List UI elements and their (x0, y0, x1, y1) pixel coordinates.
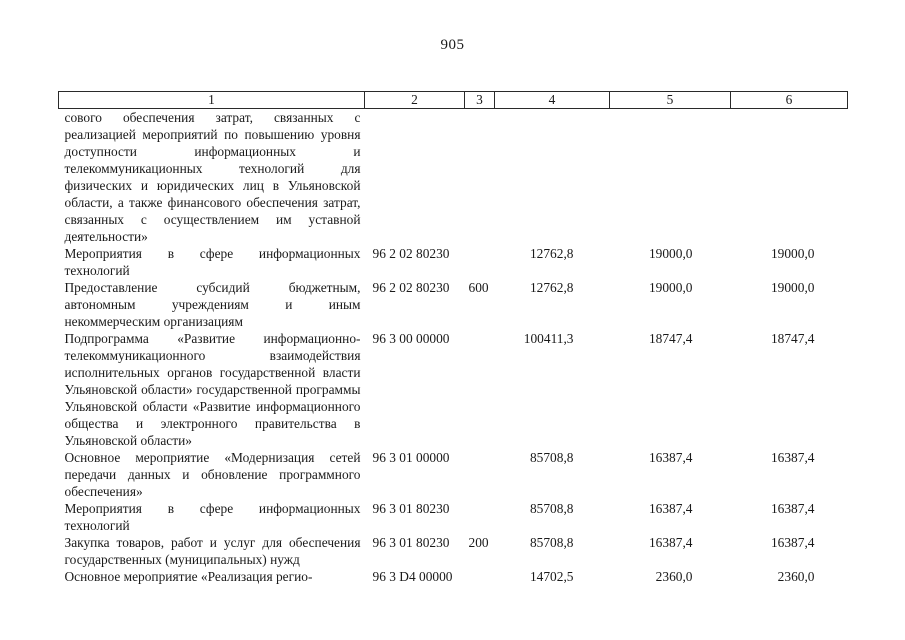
row-name: Мероприятия в сфере информационных технологий (64, 501, 361, 533)
row-target-code: 96 3 01 80230 (372, 535, 450, 550)
row-value-col6: 19000,0 (770, 246, 815, 261)
row-value-col6: 19000,0 (770, 280, 815, 295)
row-value-col6: 16387,4 (770, 501, 815, 516)
table-row (59, 500, 848, 534)
header-col-6: 6 (731, 92, 848, 109)
table-row (59, 279, 848, 330)
row-expense-type: 200 (468, 535, 489, 550)
row-name: Подпрограмма «Развитие информационно-телекоммуникационного взаимодействия исполнительных органов государственной власти Ульяновской области» государственной программы Ульяновской области «Развитие информационного общества и электронного правительства в Ульяновской области» (64, 331, 361, 448)
row-value-col5: 2360,0 (655, 569, 693, 584)
header-row (59, 92, 848, 109)
row-value-col4 (495, 109, 610, 246)
row-value-col6: 18747,4 (770, 331, 815, 346)
row-expense-type (465, 449, 495, 500)
table-row (59, 449, 848, 500)
row-expense-type (465, 330, 495, 449)
table-row (59, 245, 848, 279)
row-expense-type (465, 109, 495, 246)
row-name: Основное мероприятие «Реализация регио- (64, 569, 313, 584)
header-col-4: 4 (495, 92, 610, 109)
budget-table (58, 91, 848, 585)
row-name: Предоставление субсидий бюджетным, автономным учреждениям и иным некоммерческим организациям (64, 280, 361, 329)
row-expense-type (465, 500, 495, 534)
row-value-col5: 18747,4 (648, 331, 693, 346)
row-value-col6: 16387,4 (770, 535, 815, 550)
row-target-code: 96 3 01 80230 (372, 501, 450, 516)
row-target-code: 96 3 D4 00000 (372, 569, 453, 584)
row-value-col4: 85708,8 (529, 535, 574, 550)
row-value-col4: 12762,8 (529, 280, 574, 295)
row-target-code: 96 3 00 00000 (372, 331, 450, 346)
row-value-col4: 100411,3 (523, 331, 574, 346)
row-value-col5 (610, 109, 731, 246)
row-value-col5: 16387,4 (648, 535, 693, 550)
header-col-2: 2 (365, 92, 465, 109)
row-value-col5: 16387,4 (648, 501, 693, 516)
page-number: 905 (440, 37, 465, 53)
header-col-5: 5 (610, 92, 731, 109)
table-row (59, 568, 848, 585)
row-target-code: 96 2 02 80230 (372, 280, 450, 295)
row-value-col4: 12762,8 (529, 246, 574, 261)
row-target-code (365, 109, 465, 246)
row-value-col6 (731, 109, 848, 246)
row-value-col4: 85708,8 (529, 450, 574, 465)
row-value-col5: 19000,0 (648, 280, 693, 295)
table-row (59, 330, 848, 449)
header-col-1: 1 (59, 92, 365, 109)
row-value-col5: 19000,0 (648, 246, 693, 261)
row-value-col6: 2360,0 (777, 569, 815, 584)
row-expense-type: 600 (468, 280, 489, 295)
row-name: Мероприятия в сфере информационных технологий (64, 246, 361, 278)
row-value-col6: 16387,4 (770, 450, 815, 465)
row-target-code: 96 3 01 00000 (372, 450, 450, 465)
row-name: Закупка товаров, работ и услуг для обеспечения государственных (муниципальных) нужд (64, 535, 361, 567)
row-value-col4: 85708,8 (529, 501, 574, 516)
row-name: Основное мероприятие «Модернизация сетей передачи данных и обновление программного обеспечения» (64, 450, 361, 499)
table-row (59, 109, 848, 246)
row-value-col4: 14702,5 (529, 569, 574, 584)
header-col-3: 3 (465, 92, 495, 109)
row-expense-type (465, 568, 495, 585)
row-expense-type (465, 245, 495, 279)
table-row (59, 534, 848, 568)
row-name: сового обеспечения затрат, связанных с реализацией мероприятий по повышению уровня доступности информационных и телекоммуникационных технологий для физических и юридических лиц в Ульяновской области, а также финансового обеспечения затрат, связанных с осуществлением им уставной деятельности» (64, 110, 361, 244)
row-target-code: 96 2 02 80230 (372, 246, 450, 261)
row-value-col5: 16387,4 (648, 450, 693, 465)
